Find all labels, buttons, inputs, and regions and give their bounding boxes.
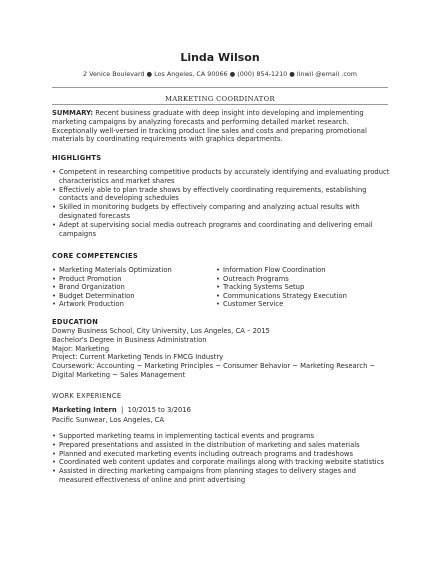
list-item: • Planned and executed marketing events including outreach programs and tradeshows	[52, 450, 392, 459]
list-item: • Competent in researching competitive products by accurately identifying and evaluating product characteristics and market shares	[52, 168, 392, 186]
experience-role: Marketing Intern	[52, 406, 117, 414]
list-item: • Effectively able to plan trade shows by effectively coordinating requirements, establishing contacts and developing schedules	[52, 186, 392, 204]
divider-bottom	[52, 104, 388, 105]
experience-title-line	[52, 406, 191, 414]
education-project: Project: Current Marketing Tends in FMCG Industry	[52, 353, 224, 362]
list-item: • Product Promotion	[52, 275, 217, 284]
education-degree: Bachelor's Degree in Business Administration	[52, 335, 207, 344]
list-item: • Prepared presentations and assisted in the distribution of marketing and sales materials	[52, 441, 392, 450]
list-item: • Supported marketing teams in implementing tactical events and programs	[52, 432, 392, 441]
summary-paragraph	[52, 109, 392, 144]
experience-dates: | 10/2015 to 3/2016	[116, 406, 191, 414]
highlights-heading: HIGHLIGHTS	[52, 154, 102, 162]
list-item: • Assisted in directing marketing campaigns from planning stages to delivery stages and measured effectiveness of online and print advertising	[52, 467, 392, 485]
education-major: Major: Marketing	[52, 344, 110, 353]
list-item: • Artwork Production	[52, 300, 217, 309]
list-item: • Budget Determination	[52, 292, 217, 301]
contact-line: 2 Venice Boulevard ● Los Angeles, CA 90066 ● (000) 854-1210 ● linwil @email .com	[83, 70, 357, 78]
list-item: • Communications Strategy Execution	[216, 292, 391, 301]
list-item: • Adept at supervising social media outreach programs and coordinating and delivering email campaigns	[52, 221, 392, 239]
job-title: MARKETING COORDINATOR	[165, 94, 275, 103]
education-coursework: Coursework: Accounting ~ Marketing Principles ~ Consumer Behavior ~ Marketing Research ~ Digital Marketing ~ Sales Management	[52, 362, 376, 379]
list-item: • Coordinated web content updates and corporate mailings along with tracking website statistics	[52, 458, 392, 467]
divider-top	[52, 87, 388, 88]
list-item: • Skilled in monitoring budgets by effectively comparing and analyzing actual results with designated forecasts	[52, 203, 392, 221]
competencies-left-column	[52, 266, 217, 309]
experience-company: Pacific Sunwear, Los Angeles, CA	[52, 416, 165, 424]
summary-text: Recent business graduate with deep insight into developing and implementing marketing campaigns by analyzing forecasts and performing detailed market research. Exceptionally well-versed in tracking product line sales and costs and preparing promotional materials by coordinating requirements with graphics departments.	[52, 109, 367, 144]
education-heading: EDUCATION	[52, 318, 99, 326]
work-experience-heading: WORK EXPERIENCE	[52, 392, 122, 400]
competencies-right-column	[216, 266, 391, 309]
experience-bullets	[52, 432, 392, 485]
list-item: • Customer Service	[216, 300, 391, 309]
list-item: • Tracking Systems Setup	[216, 283, 391, 292]
education-school: Downy Business School, City University, Los Angeles, CA – 2015	[52, 327, 270, 335]
list-item: • Brand Organization	[52, 283, 217, 292]
list-item: • Outreach Programs	[216, 275, 391, 284]
list-item: • Marketing Materials Optimization	[52, 266, 217, 275]
core-competencies-heading: CORE COMPETENCIES	[52, 252, 138, 260]
list-item: • Information Flow Coordination	[216, 266, 391, 275]
summary-label: SUMMARY:	[52, 109, 94, 117]
education-section	[52, 327, 392, 380]
highlights-list	[52, 168, 392, 238]
candidate-name: Linda Wilson	[180, 51, 260, 64]
